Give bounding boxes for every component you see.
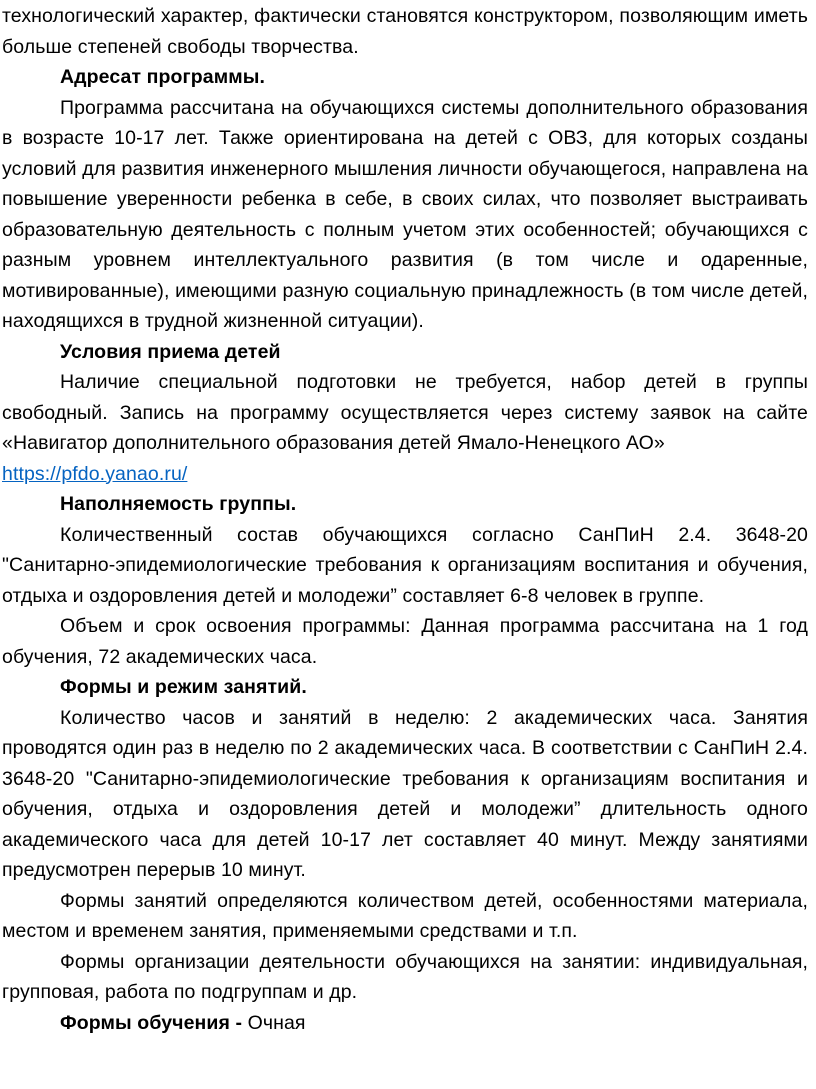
line-forms-study <box>2 1008 808 1039</box>
paragraph-forms-organization: Формы организации деятельности обучающихся на занятии: индивидуальная, групповая, работа по подгруппам и др. <box>2 950 808 1003</box>
paragraph-addressee: Программа рассчитана на обучающихся системы дополнительного образования в возрасте 10-17 лет. Также ориентирована на детей с ОВЗ, для которых созданы условий для развития инженерного мышления личности обучающегося, направлена на повышение уверенности ребенка в себе, в своих силах, что позволяет выстраивать образовательную деятельность с полным учетом этих особенностей; обучающихся с разным уровнем интеллектуального развития (в том числе и одаренные, мотивированные), имеющими разную социальную принадлежность (в том числе детей, находящихся в трудной жизненной ситуации). <box>2 96 808 332</box>
paragraph-group-size: Количественный состав обучающихся согласно СанПиН 2.4. 3648-20 "Санитарно-эпидемиологические требования к организациям воспитания и обучения, отдыха и оздоровления детей и молодежи” составляет 6-8 человек в группе. <box>2 523 808 607</box>
paragraph-volume: Объем и срок освоения программы: Данная программа рассчитана на 1 год обучения, 72 академических часа. <box>2 615 808 668</box>
document-page <box>2 1 808 1038</box>
navigator-link[interactable]: https://pfdo.yanao.ru/ <box>2 462 188 485</box>
heading-addressee: Адресат программы. <box>60 66 266 88</box>
paragraph-hours: Количество часов и занятий в неделю: 2 академических часа. Занятия проводятся один раз в неделю по 2 академических часа. В соответствии с СанПиН 2.4. 3648-20 "Санитарно-эпидемиологические требования к организациям воспитания и обучения, отдыха и оздоровления детей и молодежи” длительность одного академического часа для детей 10-17 лет составляет 40 минут. Между занятиями предусмотрен перерыв 10 минут. <box>2 706 808 881</box>
paragraph-intro-continuation: технологический характер, фактически становятся конструктором, позволяющим иметь больше степеней свободы творчества. <box>2 5 808 58</box>
heading-admission: Условия приема детей <box>60 340 281 363</box>
heading-forms-study: Формы обучения - <box>60 1011 243 1034</box>
heading-group-size: Наполняемость группы. <box>60 493 297 515</box>
paragraph-admission: Наличие специальной подготовки не требуется, набор детей в группы свободный. Запись на программу осуществляется через систему заявок на сайте «Навигатор дополнительного образования детей Ямало-Ненецкого АО» <box>2 371 808 454</box>
link-line <box>2 459 808 490</box>
paragraph-forms-defined: Формы занятий определяются количеством детей, особенностями материала, местом и временем занятия, применяемыми средствами и т.п. <box>2 889 808 942</box>
forms-study-value: Очная <box>242 1011 306 1034</box>
heading-forms-mode: Формы и режим занятий. <box>60 676 307 698</box>
